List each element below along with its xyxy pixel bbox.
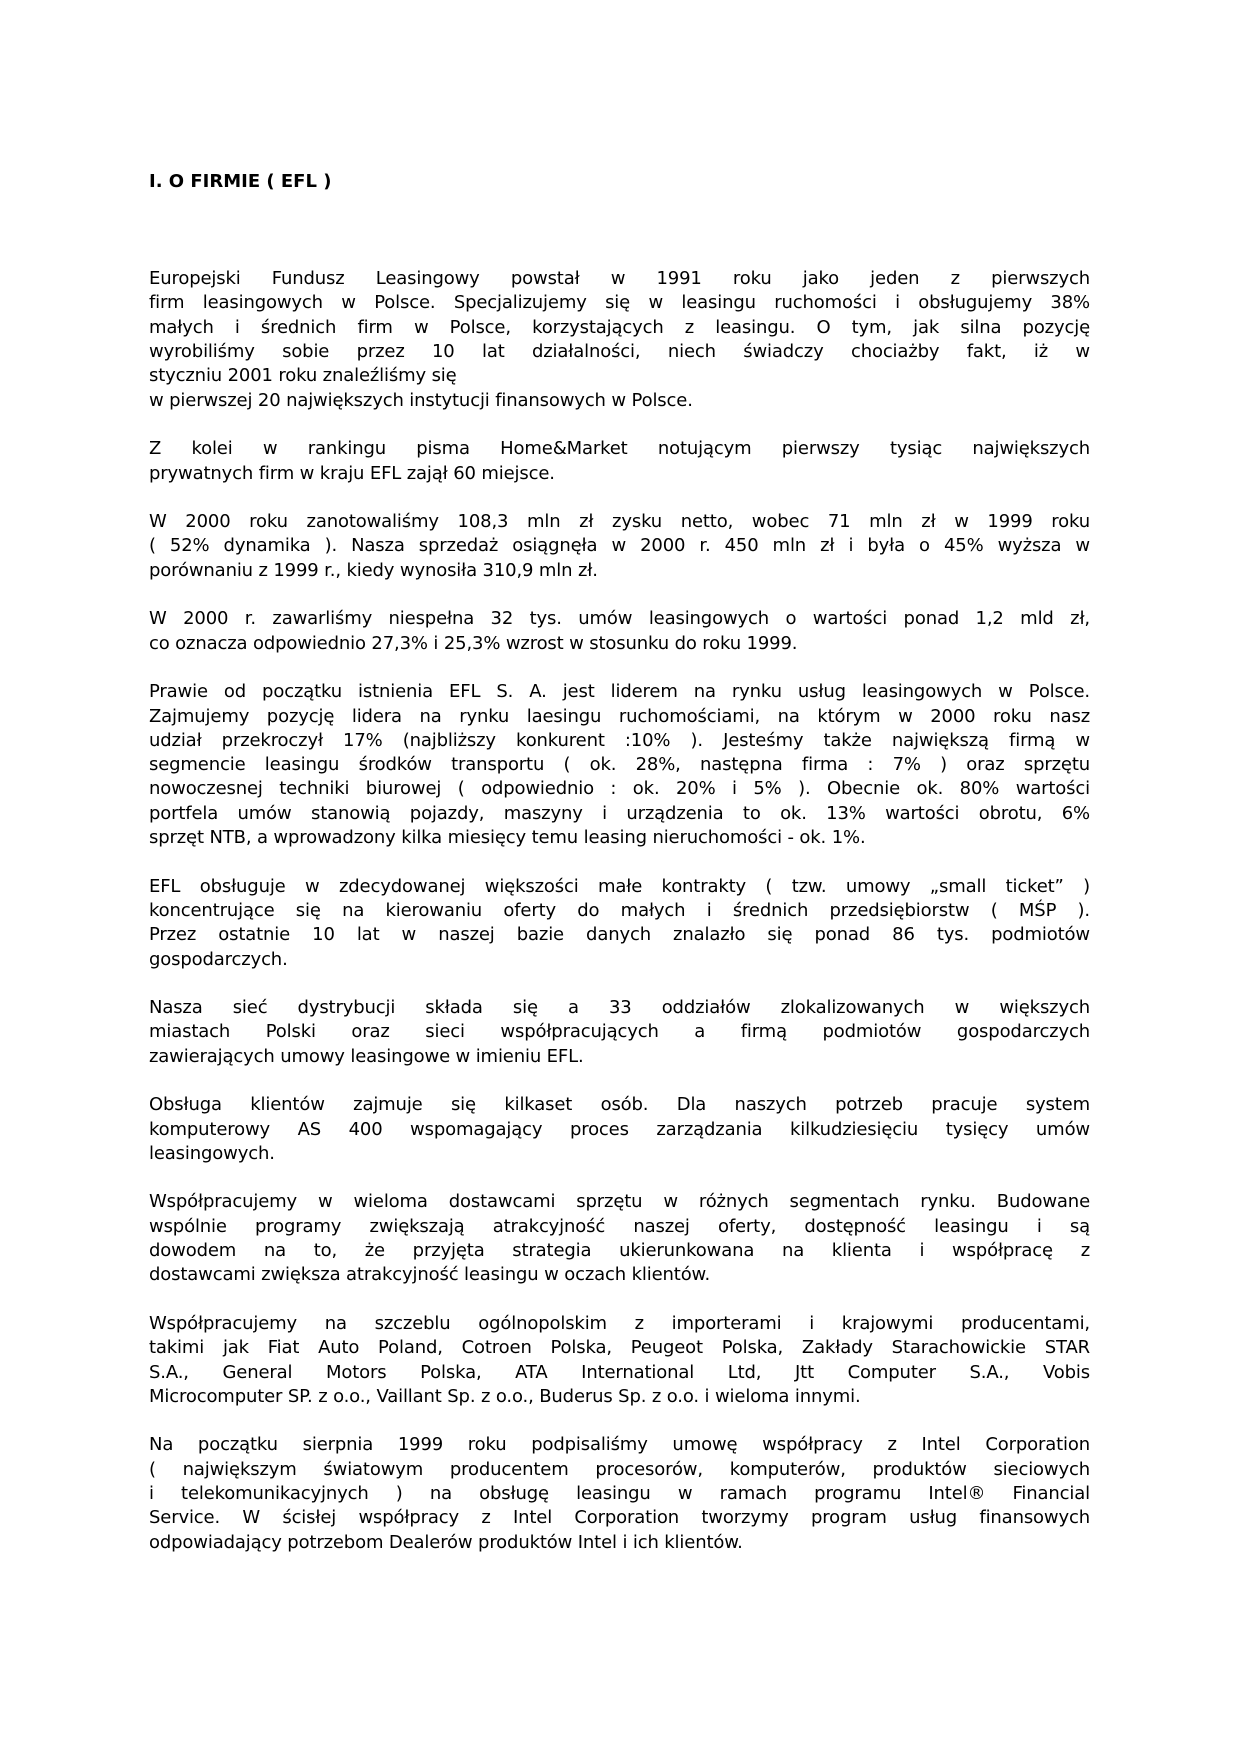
paragraph-line: Przez ostatnie 10 lat w naszej bazie danych znalazło się ponad 86 tys. podmiotów	[149, 924, 1090, 946]
paragraph-line: ( największym światowym producentem procesorów, komputerów, produktów sieciowych	[149, 1458, 1090, 1480]
paragraph-line: Współpracujemy na szczeblu ogólnopolskim z importerami i krajowymi producentami,	[149, 1312, 1090, 1334]
paragraph-line: S.A., General Motors Polska, ATA International Ltd, Jtt Computer S.A., Vobis	[149, 1361, 1090, 1383]
paragraph-line: koncentrujące się na kierowaniu oferty do małych i średnich przedsiębiorstw ( MŚP ).	[149, 899, 1090, 921]
paragraph-line: leasingowych.	[149, 1142, 275, 1164]
paragraph	[149, 680, 1090, 850]
paragraph	[149, 607, 1090, 656]
paragraph-line: w pierwszej 20 największych instytucji finansowych w Polsce.	[149, 389, 693, 411]
paragraph-line: Zajmujemy pozycję lidera na rynku laesingu ruchomościami, na którym w 2000 roku nasz	[149, 705, 1090, 727]
paragraph	[149, 510, 1090, 583]
paragraph-line: Z kolei w rankingu pisma Home&Market notującym pierwszy tysiąc największych	[149, 438, 1090, 460]
paragraph-line: Współpracujemy w wieloma dostawcami sprzętu w różnych segmentach rynku. Budowane	[149, 1191, 1090, 1213]
paragraph-line: prywatnych firm w kraju EFL zajął 60 miejsce.	[149, 462, 555, 484]
paragraph	[149, 1093, 1090, 1166]
paragraph-line: Microcomputer SP. z o.o., Vaillant Sp. z o.o., Buderus Sp. z o.o. i wieloma innymi.	[149, 1385, 861, 1407]
paragraph-line: miastach Polski oraz sieci współpracujących a firmą podmiotów gospodarczych	[149, 1021, 1090, 1043]
paragraph-line: nowoczesnej techniki biurowej ( odpowiednio : ok. 20% i 5% ). Obecnie ok. 80% wartości	[149, 778, 1090, 800]
paragraph-line: firm leasingowych w Polsce. Specjalizujemy się w leasingu ruchomości i obsługujemy 38%	[149, 292, 1090, 314]
section-heading: I. O FIRMIE ( EFL )	[149, 171, 332, 192]
paragraph-line: udział przekroczył 17% (najbliższy konkurent :10% ). Jesteśmy także największą firmą w	[149, 729, 1090, 751]
paragraph-line: dowodem na to, że przyjęta strategia ukierunkowana na klienta i współpracę z	[149, 1240, 1090, 1262]
paragraph-line: Obsługa klientów zajmuje się kilkaset osób. Dla naszych potrzeb pracuje system	[149, 1094, 1090, 1116]
paragraph-line: gospodarczych.	[149, 948, 288, 970]
paragraph	[149, 1190, 1090, 1287]
paragraph-line: takimi jak Fiat Auto Poland, Cotroen Polska, Peugeot Polska, Zakłady Starachowickie STAR	[149, 1337, 1090, 1359]
paragraph-line: W 2000 r. zawarliśmy niespełna 32 tys. umów leasingowych o wartości ponad 1,2 mld zł,	[149, 608, 1090, 630]
paragraph-line: W 2000 roku zanotowaliśmy 108,3 mln zł zysku netto, wobec 71 mln zł w 1999 roku	[149, 511, 1090, 533]
paragraph-line: porównaniu z 1999 r., kiedy wynosiła 310,9 mln zł.	[149, 559, 598, 581]
paragraph-line: i telekomunikacyjnych ) na obsługę leasingu w ramach programu Intel® Financial	[149, 1483, 1090, 1505]
paragraph-line: Nasza sieć dystrybucji składa się a 33 oddziałów zlokalizowanych w większych	[149, 997, 1090, 1019]
paragraph-line: styczniu 2001 roku znaleźliśmy się	[149, 365, 457, 387]
paragraph-line: zawierających umowy leasingowe w imieniu EFL.	[149, 1045, 584, 1067]
document-body	[149, 267, 1090, 1555]
paragraph-line: Europejski Fundusz Leasingowy powstał w 1991 roku jako jeden z pierwszych	[149, 268, 1090, 290]
paragraph-line: odpowiadający potrzebom Dealerów produktów Intel i ich klientów.	[149, 1531, 743, 1553]
paragraph-line: wyrobiliśmy sobie przez 10 lat działalności, niech świadczy chociażby fakt, iż w	[149, 341, 1090, 363]
paragraph	[149, 267, 1090, 413]
paragraph-line: komputerowy AS 400 wspomagający proces zarządzania kilkudziesięciu tysięcy umów	[149, 1118, 1090, 1140]
document-page	[149, 170, 1090, 1579]
paragraph-line: sprzęt NTB, a wprowadzony kilka miesięcy temu leasing nieruchomości - ok. 1%.	[149, 827, 866, 849]
paragraph-line: Service. W ścisłej współpracy z Intel Corporation tworzymy program usług finansowych	[149, 1507, 1090, 1529]
paragraph-line: dostawcami zwiększa atrakcyjność leasingu w oczach klientów.	[149, 1264, 711, 1286]
paragraph-line: co oznacza odpowiednio 27,3% i 25,3% wzrost w stosunku do roku 1999.	[149, 632, 798, 654]
paragraph-line: wspólnie programy zwiększają atrakcyjność naszej oferty, dostępność leasingu i są	[149, 1215, 1090, 1237]
paragraph	[149, 875, 1090, 972]
paragraph-line: segmencie leasingu środków transportu ( ok. 28%, następna firma : 7% ) oraz sprzętu	[149, 754, 1090, 776]
paragraph-line: ( 52% dynamika ). Nasza sprzedaż osiągnęła w 2000 r. 450 mln zł i była o 45% wyższa w	[149, 535, 1090, 557]
paragraph-line: Prawie od początku istnienia EFL S. A. jest liderem na rynku usług leasingowych w Polsce.	[149, 681, 1090, 703]
paragraph-line: EFL obsługuje w zdecydowanej większości małe kontrakty ( tzw. umowy „small ticket” )	[149, 875, 1090, 897]
paragraph	[149, 1312, 1090, 1409]
paragraph-line: małych i średnich firm w Polsce, korzystających z leasingu. O tym, jak silna pozycję	[149, 316, 1090, 338]
paragraph-line: portfela umów stanowią pojazdy, maszyny i urządzenia to ok. 13% wartości obrotu, 6%	[149, 802, 1090, 824]
paragraph	[149, 437, 1090, 486]
paragraph	[149, 996, 1090, 1069]
paragraph-line: Na początku sierpnia 1999 roku podpisaliśmy umowę współpracy z Intel Corporation	[149, 1434, 1090, 1456]
paragraph	[149, 1433, 1090, 1554]
